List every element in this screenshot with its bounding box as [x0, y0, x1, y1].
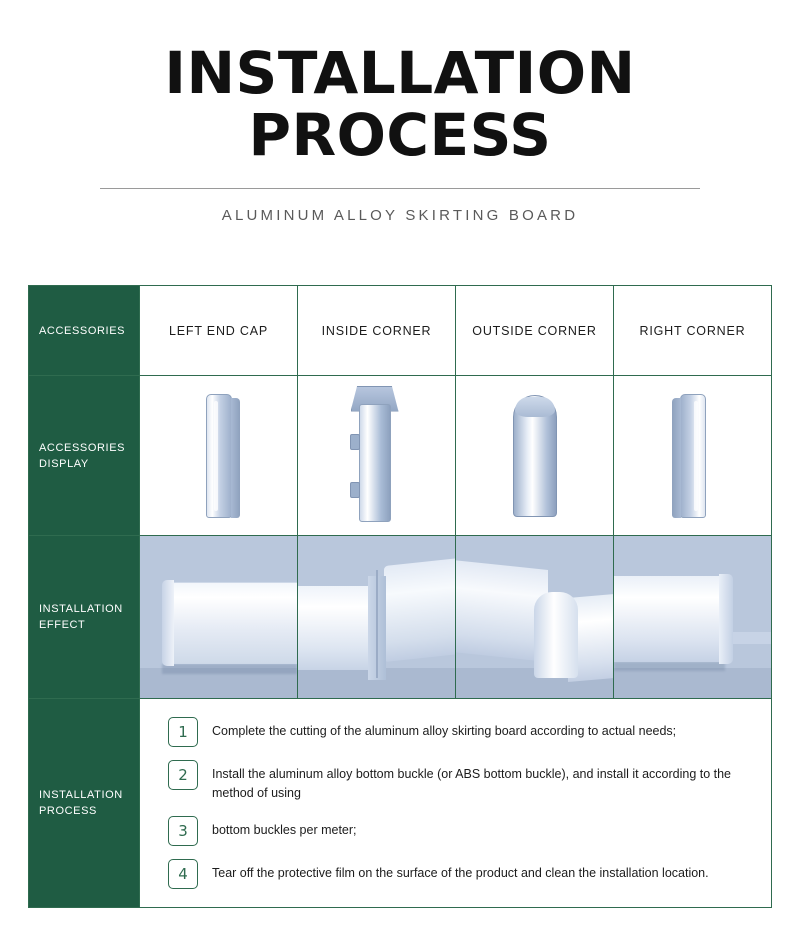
column-header-inside-corner: INSIDE CORNER	[297, 286, 455, 375]
row-label-accessories-display-line2: DISPLAY	[39, 457, 89, 470]
right-corner-illustration	[680, 394, 706, 518]
row-label-installation-effect-line2: EFFECT	[39, 619, 86, 631]
title-divider	[100, 188, 700, 189]
installation-table	[28, 285, 772, 908]
table-row-installation-process	[29, 699, 771, 907]
step-text: Complete the cutting of the aluminum alloy skirting board according to actual needs;	[212, 724, 677, 738]
accessory-image-inside-corner	[297, 376, 455, 535]
effect-image-outside-corner	[455, 536, 613, 698]
accessory-image-outside-corner	[455, 376, 613, 535]
row-label-installation-effect-line1: INSTALLATION	[39, 603, 123, 615]
step-text: Tear off the protective film on the surface of the product and clean the installation location.	[212, 866, 709, 880]
row-label-installation-effect	[29, 536, 139, 698]
scene-inside-corner	[298, 536, 455, 698]
list-item	[168, 717, 757, 747]
column-header-right-corner: RIGHT CORNER	[613, 286, 771, 375]
row-label-accessories: ACCESSORIES	[29, 286, 139, 375]
header	[0, 0, 800, 224]
row-label-accessories-display	[29, 376, 139, 535]
accessory-image-right-corner	[613, 376, 771, 535]
effect-image-left-end-cap	[139, 536, 297, 698]
step-text: Install the aluminum alloy bottom buckle (or ABS bottom buckle), and install it according to the method of using	[212, 767, 732, 800]
list-item	[168, 859, 757, 889]
list-item	[168, 760, 757, 803]
table-row-installation-effect	[29, 536, 771, 699]
effect-image-inside-corner	[297, 536, 455, 698]
step-number-badge: 3	[168, 816, 198, 846]
column-header-outside-corner: OUTSIDE CORNER	[455, 286, 613, 375]
process-steps-list	[139, 699, 771, 907]
accessory-image-left-end-cap	[139, 376, 297, 535]
page-title: INSTALLATION PROCESS	[164, 39, 636, 169]
effect-image-right-corner	[613, 536, 771, 698]
list-item	[168, 816, 757, 846]
page-subtitle: ALUMINUM ALLOY SKIRTING BOARD	[221, 207, 579, 224]
step-number-badge: 2	[168, 760, 198, 790]
step-number-badge: 1	[168, 717, 198, 747]
left-end-cap-illustration	[206, 394, 232, 518]
scene-right-corner	[614, 536, 771, 698]
scene-outside-corner	[456, 536, 613, 698]
row-label-accessories-display-line1: ACCESSORIES	[39, 441, 126, 454]
step-text: bottom buckles per meter;	[212, 823, 357, 837]
row-label-installation-process-line1: INSTALLATION	[39, 789, 123, 801]
table-row-accessories-header	[29, 286, 771, 376]
row-label-installation-process	[29, 699, 139, 907]
step-number-badge: 4	[168, 859, 198, 889]
column-header-left-end-cap: LEFT END CAP	[139, 286, 297, 375]
outside-corner-illustration	[513, 395, 557, 517]
scene-left-end-cap	[140, 536, 297, 698]
table-row-accessories-display	[29, 376, 771, 536]
inside-corner-illustration	[347, 386, 407, 526]
row-label-installation-process-line2: PROCESS	[39, 805, 97, 817]
